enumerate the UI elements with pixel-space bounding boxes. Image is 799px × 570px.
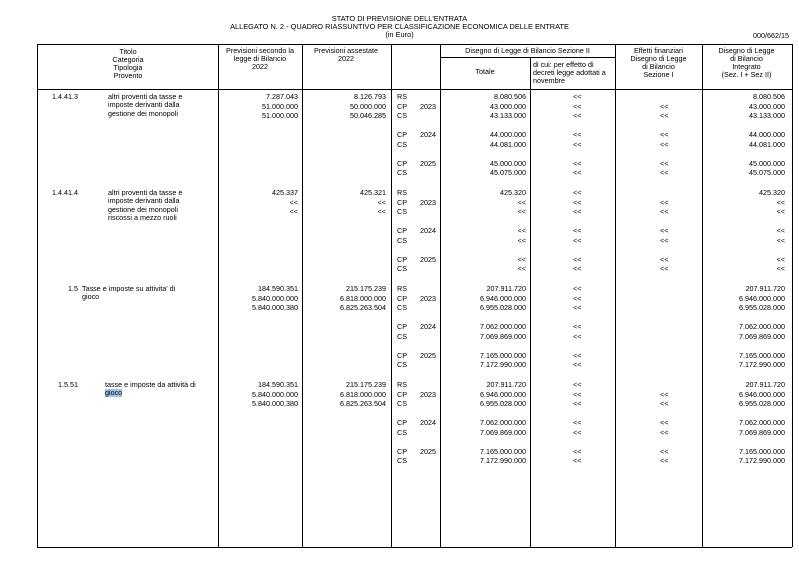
line-type: CP xyxy=(397,418,407,428)
integrato-value: << xyxy=(776,254,785,264)
column-divider xyxy=(702,44,703,547)
line-year: 2023 xyxy=(420,389,436,399)
col-header-effetti-3: di Bilancio xyxy=(642,62,675,71)
prev-assestate-value: 8.126.793 xyxy=(354,92,386,101)
line-year: 2025 xyxy=(420,446,436,456)
prev-assestate-value: 6.825.263.504 xyxy=(340,303,386,313)
line-type: CP xyxy=(397,158,407,168)
row-code: 1.5.51 xyxy=(58,380,78,389)
line-type: CP xyxy=(397,226,407,236)
effetti-value: << xyxy=(660,418,669,428)
totale-value: 207.911.720 xyxy=(486,284,526,293)
totale-value: 7.172.990.000 xyxy=(480,360,526,370)
effetti-value: << xyxy=(660,158,669,168)
totale-value: 7.165.000.000 xyxy=(480,350,526,360)
integrato-value: << xyxy=(776,235,785,245)
dicui-value: << xyxy=(573,264,582,274)
integrato-value: 43.133.000 xyxy=(749,111,785,121)
prev-legge-value: 425.337 xyxy=(272,188,298,197)
col-header-dicui-3: novembre xyxy=(533,76,565,85)
effetti-value: << xyxy=(660,427,669,437)
line-type: CS xyxy=(397,456,407,466)
dicui-value: << xyxy=(573,130,582,140)
doc-title-line2: ALLEGATO N. 2 - QUADRO RIASSUNTIVO PER CLASSIFICAZIONE ECONOMICA DELLE ENTRATE xyxy=(230,22,569,31)
line-type: CP xyxy=(397,130,407,140)
line-type: RS xyxy=(397,188,407,197)
prev-assestate-value: 6.825.263.504 xyxy=(340,399,386,409)
line-type: CS xyxy=(397,360,407,370)
integrato-value: << xyxy=(776,197,785,207)
prev-legge-value: 51.000.000 xyxy=(262,101,298,111)
totale-value: 425.320 xyxy=(500,188,526,197)
table-header-border xyxy=(37,89,792,90)
totale-value: 7.062.000.000 xyxy=(480,322,526,332)
effetti-value: << xyxy=(660,168,669,178)
col-header-prev-legge-3: 2022 xyxy=(252,62,268,71)
line-type: CS xyxy=(397,207,407,217)
col-header-effetti-1: Effetti finanziari xyxy=(633,46,683,55)
dicui-value: << xyxy=(573,399,582,409)
line-type: CS xyxy=(397,168,407,178)
integrato-value: 43.000.000 xyxy=(749,101,785,111)
col-header-totale: Totale xyxy=(475,67,495,76)
dicui-value: << xyxy=(573,111,582,121)
prev-assestate-value: 215.175.239 xyxy=(346,380,386,389)
totale-value: 45.075.000 xyxy=(490,168,526,178)
column-divider xyxy=(302,44,303,547)
line-type: CP xyxy=(397,389,407,399)
line-year: 2025 xyxy=(420,350,436,360)
table-bottom-border xyxy=(37,547,792,548)
integrato-value: 6.946.000.000 xyxy=(739,389,785,399)
integrato-value: << xyxy=(776,207,785,217)
line-type: CP xyxy=(397,322,407,332)
col-header-integrato-3: Integrato xyxy=(732,62,761,71)
effetti-value: << xyxy=(660,235,669,245)
dicui-value: << xyxy=(573,101,582,111)
integrato-value: 7.172.990.000 xyxy=(739,456,785,466)
dicui-value: << xyxy=(573,322,582,332)
totale-value: 45.000.000 xyxy=(490,158,526,168)
dicui-value: << xyxy=(573,226,582,236)
totale-value: 44.081.000 xyxy=(490,139,526,149)
totale-value: << xyxy=(517,226,526,236)
line-type: CP xyxy=(397,197,407,207)
dicui-value: << xyxy=(573,331,582,341)
integrato-value: 44.000.000 xyxy=(749,130,785,140)
prev-legge-value: 184.590.351 xyxy=(258,284,298,293)
dicui-value: << xyxy=(573,456,582,466)
prev-assestate-value: 425.321 xyxy=(360,188,386,197)
row-description: gioco xyxy=(105,388,123,398)
table-top-border xyxy=(37,44,792,45)
line-year: 2023 xyxy=(420,101,436,111)
col-header-integrato-2: di Bilancio xyxy=(730,54,763,63)
integrato-value: 44.081.000 xyxy=(749,139,785,149)
prev-assestate-value: 50.046.285 xyxy=(350,111,386,121)
row-code: 1.4.41.3 xyxy=(52,92,78,101)
column-divider xyxy=(218,44,219,547)
dicui-value: << xyxy=(573,158,582,168)
dicui-value: << xyxy=(573,446,582,456)
dicui-value: << xyxy=(573,207,582,217)
dicui-value: << xyxy=(573,92,582,101)
sez2-subheader-border xyxy=(440,57,615,58)
dicui-value: << xyxy=(573,188,582,197)
line-type: CS xyxy=(397,427,407,437)
col-header-disegno-sez2: Disegno di Legge di Bilancio Sezione II xyxy=(465,46,590,55)
integrato-value: << xyxy=(776,226,785,236)
doc-title-line1: STATO DI PREVISIONE DELL'ENTRATA xyxy=(331,14,468,23)
column-divider xyxy=(391,44,392,547)
line-year: 2023 xyxy=(420,197,436,207)
line-year: 2024 xyxy=(420,322,436,332)
integrato-value: 7.172.990.000 xyxy=(739,360,785,370)
totale-value: 7.062.000.000 xyxy=(480,418,526,428)
effetti-value: << xyxy=(660,101,669,111)
prev-legge-value: 5.840.000.000 xyxy=(252,293,298,303)
totale-value: 43.133.000 xyxy=(490,111,526,121)
effetti-value: << xyxy=(660,139,669,149)
prev-legge-value: 7.287.043 xyxy=(266,92,298,101)
row-description: riscossi a mezzo ruoli xyxy=(108,212,177,222)
col-header-integrato-4: (Sez. I + Sez II) xyxy=(721,70,772,79)
prev-assestate-value: << xyxy=(377,207,386,217)
prev-assestate-value: << xyxy=(377,197,386,207)
totale-value: 7.172.990.000 xyxy=(480,456,526,466)
column-divider xyxy=(37,44,38,547)
integrato-value: 7.069.869.000 xyxy=(739,331,785,341)
col-header-effetti-4: Sezione I xyxy=(643,70,674,79)
column-divider xyxy=(440,44,441,547)
line-year: 2025 xyxy=(420,158,436,168)
effetti-value: << xyxy=(660,197,669,207)
totale-value: 44.000.000 xyxy=(490,130,526,140)
integrato-value: 45.075.000 xyxy=(749,168,785,178)
integrato-value: 7.062.000.000 xyxy=(739,418,785,428)
dicui-value: << xyxy=(573,293,582,303)
row-description: gioco xyxy=(82,292,100,302)
doc-title-line3: (in Euro) xyxy=(385,30,414,39)
totale-value: 43.000.000 xyxy=(490,101,526,111)
integrato-value: 7.165.000.000 xyxy=(739,446,785,456)
row-description: Tasse e imposte su attivita' di xyxy=(82,284,176,293)
integrato-value: 7.062.000.000 xyxy=(739,322,785,332)
line-year: 2024 xyxy=(420,226,436,236)
prev-legge-value: 184.590.351 xyxy=(258,380,298,389)
dicui-value: << xyxy=(573,197,582,207)
col-header-prev-ass-2: 2022 xyxy=(338,54,354,63)
totale-value: 207.911.720 xyxy=(486,380,526,389)
line-type: CP xyxy=(397,254,407,264)
integrato-value: 207.911.720 xyxy=(745,284,785,293)
effetti-value: << xyxy=(660,111,669,121)
totale-value: << xyxy=(517,197,526,207)
prev-legge-value: 5.840.000.380 xyxy=(252,303,298,313)
prev-assestate-value: 6.818.000.000 xyxy=(340,293,386,303)
page-reference: 000/662/15 xyxy=(753,31,789,40)
effetti-value: << xyxy=(660,226,669,236)
integrato-value: << xyxy=(776,264,785,274)
line-type: CP xyxy=(397,446,407,456)
row-description: imposte derivanti dalla xyxy=(108,196,180,206)
col-header-dicui-2: decreti legge adottati a xyxy=(533,68,606,77)
row-description: gestione dei monopoli xyxy=(108,204,178,214)
dicui-value: << xyxy=(573,418,582,428)
line-year: 2024 xyxy=(420,418,436,428)
prev-legge-value: 51.000.000 xyxy=(262,111,298,121)
prev-legge-value: 5.840.000.380 xyxy=(252,399,298,409)
line-type: CS xyxy=(397,399,407,409)
col-header-provento: Provento xyxy=(113,71,143,80)
totale-value: 6.955.028.000 xyxy=(480,399,526,409)
line-type: CS xyxy=(397,139,407,149)
prev-legge-value: 5.840.000.000 xyxy=(252,389,298,399)
totale-value: << xyxy=(517,264,526,274)
dicui-value: << xyxy=(573,303,582,313)
dicui-value: << xyxy=(573,139,582,149)
line-type: RS xyxy=(397,284,407,293)
effetti-value: << xyxy=(660,207,669,217)
line-year: 2023 xyxy=(420,293,436,303)
integrato-value: 45.000.000 xyxy=(749,158,785,168)
integrato-value: 6.955.028.000 xyxy=(739,399,785,409)
col-header-titolo: Titolo xyxy=(119,47,137,56)
prev-legge-value: << xyxy=(289,207,298,217)
col-header-prev-legge-2: legge di Bilancio xyxy=(233,54,287,63)
totale-value: 8.080.506 xyxy=(494,92,526,101)
prev-legge-value: << xyxy=(289,197,298,207)
line-type: CS xyxy=(397,264,407,274)
row-description: tasse e imposte da attività di xyxy=(105,380,196,389)
dicui-value: << xyxy=(573,254,582,264)
dicui-value: << xyxy=(573,168,582,178)
totale-value: 6.946.000.000 xyxy=(480,389,526,399)
prev-assestate-value: 6.818.000.000 xyxy=(340,389,386,399)
line-type: CS xyxy=(397,111,407,121)
totale-value: 6.955.028.000 xyxy=(480,303,526,313)
line-type: CS xyxy=(397,235,407,245)
line-type: CS xyxy=(397,331,407,341)
totale-value: 7.165.000.000 xyxy=(480,446,526,456)
col-header-tipologia: Tipologia xyxy=(113,63,143,72)
dicui-value: << xyxy=(573,427,582,437)
integrato-value: 7.165.000.000 xyxy=(739,350,785,360)
line-type: CP xyxy=(397,350,407,360)
integrato-value: 7.069.869.000 xyxy=(739,427,785,437)
line-year: 2024 xyxy=(420,130,436,140)
line-type: RS xyxy=(397,92,407,101)
totale-value: << xyxy=(517,254,526,264)
row-description: imposte derivanti dalla xyxy=(108,100,180,110)
integrato-value: 6.946.000.000 xyxy=(739,293,785,303)
line-type: CP xyxy=(397,101,407,111)
effetti-value: << xyxy=(660,254,669,264)
effetti-value: << xyxy=(660,456,669,466)
prev-assestate-value: 215.175.239 xyxy=(346,284,386,293)
dicui-value: << xyxy=(573,284,582,293)
line-type: CS xyxy=(397,303,407,313)
effetti-value: << xyxy=(660,130,669,140)
col-header-categoria: Categoria xyxy=(112,55,144,64)
totale-value: << xyxy=(517,207,526,217)
totale-value: 7.069.869.000 xyxy=(480,331,526,341)
integrato-value: 207.911.720 xyxy=(745,380,785,389)
totale-value: 6.946.000.000 xyxy=(480,293,526,303)
integrato-value: 6.955.028.000 xyxy=(739,303,785,313)
col-header-dicui-1: di cui: per effetto di xyxy=(533,60,594,69)
col-header-effetti-2: Disegno di Legge xyxy=(630,54,687,63)
dicui-value: << xyxy=(573,360,582,370)
line-year: 2025 xyxy=(420,254,436,264)
col-header-integrato-1: Disegno di Legge xyxy=(718,46,775,55)
dicui-value: << xyxy=(573,235,582,245)
line-type: CP xyxy=(397,293,407,303)
totale-value: 7.069.869.000 xyxy=(480,427,526,437)
effetti-value: << xyxy=(660,399,669,409)
dicui-value: << xyxy=(573,350,582,360)
row-description: altri proventi da tasse e xyxy=(108,92,183,101)
col-header-prev-legge-1: Previsioni secondo la xyxy=(226,46,294,55)
row-description: altri proventi da tasse e xyxy=(108,188,183,197)
row-code: 1.5 xyxy=(68,284,78,293)
column-divider xyxy=(615,44,616,547)
integrato-value: 8.080.506 xyxy=(753,92,785,101)
column-divider xyxy=(792,44,793,547)
dicui-value: << xyxy=(573,389,582,399)
col-header-prev-ass-1: Previsioni assestate xyxy=(314,46,378,55)
effetti-value: << xyxy=(660,446,669,456)
row-code: 1.4.41.4 xyxy=(52,188,78,197)
row-description: gestione dei monopoli xyxy=(108,108,178,118)
dicui-value: << xyxy=(573,380,582,389)
effetti-value: << xyxy=(660,264,669,274)
totale-value: << xyxy=(517,235,526,245)
integrato-value: 425.320 xyxy=(759,188,785,197)
effetti-value: << xyxy=(660,389,669,399)
column-divider xyxy=(530,57,531,547)
prev-assestate-value: 50.000.000 xyxy=(350,101,386,111)
line-type: RS xyxy=(397,380,407,389)
